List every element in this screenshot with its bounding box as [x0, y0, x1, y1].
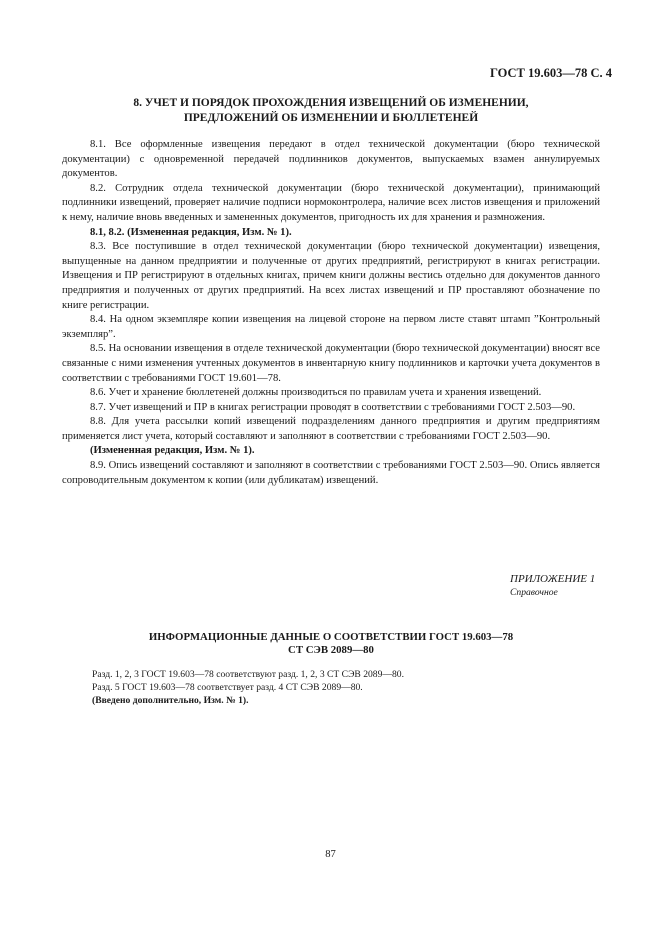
- amendment-note-8-1-8-2: 8.1, 8.2. (Измененная редакция, Изм. № 1).: [90, 226, 292, 238]
- info-title-line-2: СТ СЭВ 2089—80: [288, 644, 374, 656]
- paragraph-8-3: 8.3. Все поступившие в отдел технической документации (бюро технической документации) извещения, выпущенные на данном предприятии и полученные от других предприятий, регистрируют в книгах регистрации. Извещения и ПР регистрируют в отдельных книгах, причем книги должны вестись отдельно для документов данного предприятия и полученных от других предприятий. На всех листах извещений и ПР проставляют обозначение по книге регистрации.: [62, 241, 600, 311]
- paragraph-8-2: 8.2. Сотрудник отдела технической документации (бюро технической документации), принимающий подлинники извещений, проверяет наличие подписи нормоконтролера, наличие всех листов извещения и приложений к нему, наличие вновь введенных и замененных документов, пригодность их для хранения и размножения.: [62, 182, 600, 223]
- paragraph-8-4: 8.4. На одном экземпляре копии извещения на лицевой стороне на первом листе ставят штамп ”Контрольный экземпляр”.: [62, 314, 600, 340]
- page-number: 87: [325, 849, 336, 860]
- section-title: [62, 96, 600, 126]
- paragraph-8-9: 8.9. Опись извещений составляют и заполняют в соответствии с требованиями ГОСТ 2.503—90. Опись является сопроводительным документом к копии (или дубликатам) извещений.: [62, 460, 600, 486]
- info-line-1: Разд. 1, 2, 3 ГОСТ 19.603—78 соответствуют разд. 1, 2, 3 СТ СЭВ 2089—80.: [92, 669, 404, 680]
- running-header: ГОСТ 19.603—78 С. 4: [489, 66, 612, 80]
- section-title-line-2: ПРЕДЛОЖЕНИЙ ОБ ИЗМЕНЕНИИ И БЮЛЛЕТЕНЕЙ: [183, 112, 479, 124]
- section-title-line-1: 8. УЧЕТ И ПОРЯДОК ПРОХОЖДЕНИЯ ИЗВЕЩЕНИЙ ОБ ИЗМЕНЕНИИ,: [133, 97, 529, 109]
- appendix-label-block: [510, 573, 595, 599]
- paragraph-8-5: 8.5. На основании извещения в отделе технической документации (бюро технической документации) вносят все связанные с ними изменения учтенных документов в инвентарную книгу подлинников и карточки учета документов в соответствии с требованиями ГОСТ 19.601—78.: [62, 343, 600, 384]
- info-title-line-1: ИНФОРМАЦИОННЫЕ ДАННЫЕ О СООТВЕТСТВИИ ГОСТ 19.603—78: [148, 631, 514, 643]
- info-line-2: Разд. 5 ГОСТ 19.603—78 соответствует разд. 4 СТ СЭВ 2089—80.: [92, 682, 363, 693]
- appendix-label: ПРИЛОЖЕНИЕ 1: [510, 573, 596, 585]
- paragraph-8-8: 8.8. Для учета рассылки копий извещений подразделениям данного предприятия и другим предприятиям применяется лист учета, который составляют и заполняют в соответствии с требованиями ГОСТ 2.503—90.: [62, 416, 600, 442]
- info-body: [92, 668, 572, 707]
- info-amendment-note: (Введено дополнительно, Изм. № 1).: [92, 695, 249, 706]
- paragraph-8-7: 8.7. Учет извещений и ПР в книгах регистрации проводят в соответствии с требованиями ГОСТ 2.503—90.: [90, 401, 576, 413]
- section-body: [62, 138, 600, 488]
- paragraph-8-6: 8.6. Учет и хранение бюллетеней должны производиться по правилам учета и хранения извещений.: [90, 387, 542, 399]
- appendix-kind: Справочное: [510, 587, 558, 598]
- info-title: [62, 631, 600, 657]
- paragraph-8-1: 8.1. Все оформленные извещения передают в отдел технической документации (бюро технической документации) с одновременной передачей подлинников документов, выпускаемых взамен аннулируемых документов.: [62, 139, 600, 180]
- amendment-note-8-8: (Измененная редакция, Изм. № 1).: [90, 445, 255, 457]
